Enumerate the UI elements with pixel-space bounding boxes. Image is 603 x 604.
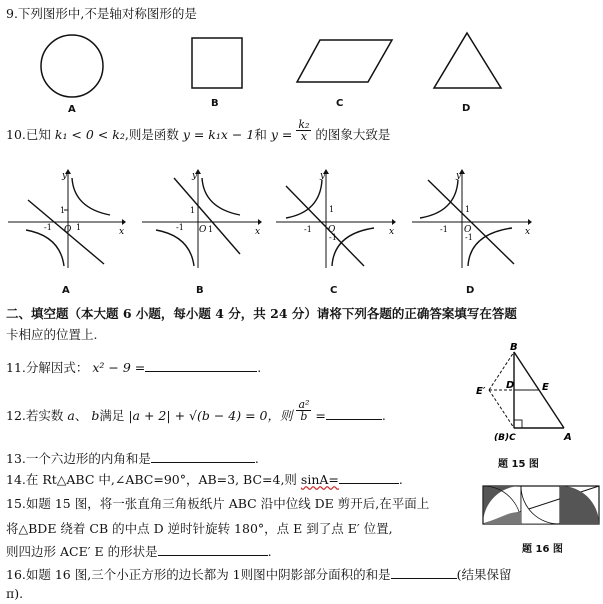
graph-a-x-label: x	[119, 227, 125, 237]
graph-b-x-label: x	[255, 227, 261, 237]
q10-option-a: A	[62, 285, 70, 296]
fig15-label-e: E	[542, 382, 549, 393]
q15-answer-blank	[158, 555, 268, 556]
graph-d-tick-neg-one: -1	[440, 225, 448, 234]
fig16-caption: 题 16 图	[522, 544, 563, 555]
q15-line1: 15.如题 15 图，将一张直角三角板纸片 ABC 沿中位线 DE 剪开后,在平面上	[6, 496, 430, 511]
square-figure	[190, 36, 246, 92]
q9-text: 9.下列图形中,不是轴对称图形的是	[6, 6, 197, 21]
graph-c-x-label: x	[389, 227, 395, 237]
graph-b-tick-neg-one: -1	[176, 223, 184, 232]
figure-15	[474, 342, 580, 442]
q11: 11.分解因式： x² − 9 = .	[6, 360, 262, 375]
graph-a-origin: O	[64, 225, 72, 235]
q10-option-b: B	[196, 285, 204, 296]
q16-line1: 16.如题 16 图,三个小正方形的边长都为 1则图中阴影部分面积的和是 (结果保留	[6, 567, 512, 582]
circle-figure	[38, 32, 108, 102]
graph-d-x-label: x	[525, 227, 531, 237]
q9-option-b: B	[211, 98, 219, 109]
q15-line2: 将△BDE 绕着 CB 的中点 D 逆时针旋转 180°，点 E 到了点 E′ 位置,	[6, 521, 393, 536]
graph-a-tick-x-one: 1	[76, 223, 82, 232]
q12-answer-blank	[326, 419, 382, 420]
fig15-label-a: A	[564, 432, 572, 442]
figure-16	[482, 484, 602, 528]
graph-c	[274, 168, 398, 272]
q9-option-d: D	[462, 103, 471, 114]
graph-a-y-label: y	[62, 171, 68, 181]
graph-a-tick-one: 1	[60, 206, 66, 215]
graph-b	[140, 168, 264, 272]
q14-answer-blank	[339, 483, 399, 484]
fig15-label-eprime: E′	[476, 386, 486, 397]
graph-b-tick-one: 1	[190, 206, 196, 215]
q13: 13.一个六边形的内角和是 .	[6, 451, 259, 466]
q9-option-a: A	[68, 104, 76, 115]
graph-d	[410, 168, 534, 272]
graph-c-tick-one: 1	[329, 205, 335, 214]
graph-c-origin: O	[328, 225, 336, 235]
section2-line2: 卡相应的位置上.	[6, 327, 98, 342]
graph-d-tick-one: 1	[465, 205, 471, 214]
graph-b-y-label: y	[192, 171, 198, 181]
q12: 12.若实数 a、 b满足 |a + 2| + √(b − 4) = 0，则 $\frac{\text{a²}}{b}$ = .	[6, 398, 386, 423]
q13-answer-blank	[151, 462, 255, 463]
q16-answer-blank	[391, 578, 457, 579]
q16-line2: π).	[6, 586, 24, 601]
graph-d-y-label: y	[456, 171, 462, 181]
graph-a-tick-neg-one: -1	[44, 223, 52, 232]
q11-answer-blank	[145, 371, 257, 372]
graph-a	[6, 168, 126, 272]
graph-c-tick-y-neg-one: -1	[329, 233, 337, 242]
q10-option-d: D	[466, 285, 475, 296]
graph-c-y-label: y	[320, 171, 326, 181]
fig15-label-bc: (B)C	[494, 433, 516, 442]
graph-c-tick-neg-one: -1	[304, 225, 312, 234]
fig15-caption: 题 15 图	[498, 459, 539, 470]
graph-b-tick-x-one: 1	[208, 225, 214, 234]
triangle-figure	[432, 30, 504, 92]
graph-d-tick-y-neg-one: -1	[465, 233, 473, 242]
q15-line3: 则四边形 ACE′ E 的形状是 .	[6, 544, 272, 559]
q10-option-c: C	[330, 285, 338, 296]
section2-line1: 二、填空题（本大题 6 小题，每小题 4 分，共 24 分）请将下列各题的正确答案填写在答题	[6, 306, 517, 321]
q14: 14.在 Rt△ABC 中,∠ABC=90°，AB=3, BC=4,则 sinA= .	[6, 472, 403, 487]
graph-b-origin: O	[199, 225, 207, 235]
q9-option-c: C	[336, 98, 344, 109]
graph-d-origin: O	[464, 225, 472, 235]
q10-text: 10.已知 k₁ < 0 < k₂,则是函数 y = k₁x − 1和 y = $\frac{\text{k₂}}{x}$ 的图象大致是	[6, 118, 391, 143]
fig15-label-b: B	[510, 342, 518, 353]
fig15-label-d: D	[506, 380, 515, 391]
parallelogram-figure	[295, 38, 395, 86]
